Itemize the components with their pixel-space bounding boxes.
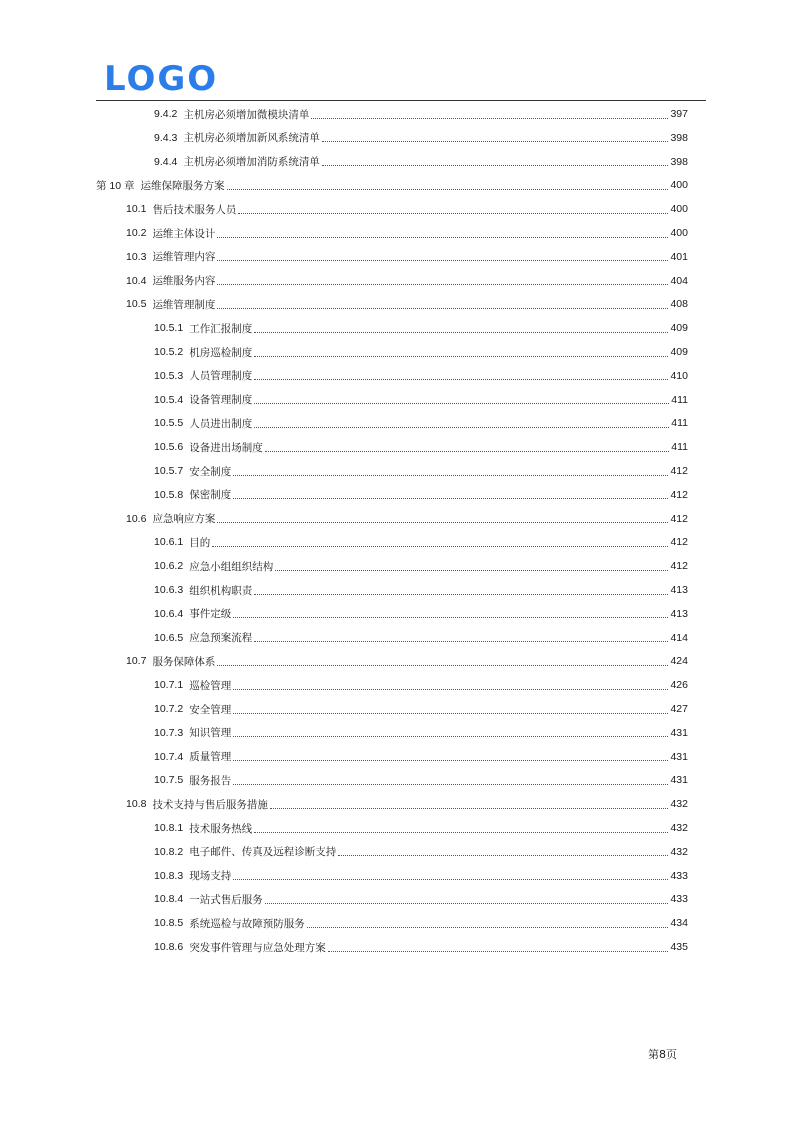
toc-entry-title: 运维服务内容 — [152, 275, 216, 288]
toc-entry-page: 404 — [670, 274, 688, 287]
toc-leader-dots — [254, 356, 668, 357]
toc-entry-title: 质量管理 — [189, 751, 232, 764]
logo: LOGO — [104, 59, 219, 99]
toc-entry-page: 412 — [670, 465, 688, 477]
toc-entry-title: 技术支持与售后服务措施 — [152, 798, 268, 811]
toc-entry-page: 400 — [670, 203, 688, 216]
toc-leader-dots — [233, 689, 668, 690]
toc-entry-title: 应急小组组织结构 — [189, 560, 274, 573]
toc-leader-dots — [227, 189, 669, 190]
toc-entry-page: 411 — [671, 441, 688, 454]
page-number: 第8页 — [648, 1048, 677, 1061]
toc-entry-title: 目的 — [189, 536, 211, 549]
toc-leader-dots — [217, 260, 668, 261]
toc-entry-title: 应急预案流程 — [189, 632, 253, 645]
toc-entry-number: 10.2 — [126, 227, 147, 239]
toc-entry-page: 424 — [670, 655, 688, 668]
toc-entry[interactable] — [154, 816, 688, 840]
toc-entry[interactable] — [154, 316, 688, 340]
toc-entry[interactable] — [126, 649, 688, 673]
toc-entry[interactable] — [154, 745, 688, 769]
toc-entry-title: 安全制度 — [189, 465, 232, 478]
toc-entry-number: 10.6.4 — [154, 607, 184, 620]
toc-leader-dots — [238, 213, 668, 214]
toc-entry-page: 409 — [670, 346, 688, 358]
toc-leader-dots — [254, 427, 669, 428]
toc-leader-dots — [233, 784, 668, 785]
toc-entry[interactable] — [154, 483, 688, 507]
toc-entry-number: 10.7 — [126, 655, 147, 668]
toc-leader-dots — [254, 594, 668, 595]
toc-entry-page: 398 — [670, 131, 688, 144]
toc-leader-dots — [265, 903, 669, 904]
toc-leader-dots — [233, 760, 668, 761]
toc-entry-title: 知识管理 — [189, 727, 232, 740]
toc-leader-dots — [217, 522, 668, 523]
toc-entry-page: 427 — [670, 703, 688, 715]
toc-entry-page: 398 — [670, 155, 688, 168]
toc-entry-page: 408 — [670, 298, 688, 311]
toc-entry-page: 412 — [670, 512, 688, 525]
toc-entry[interactable] — [126, 269, 688, 293]
toc-entry-number: 10.6.2 — [154, 560, 184, 573]
toc-entry[interactable] — [126, 292, 688, 316]
toc-entry-title: 人员管理制度 — [189, 370, 253, 383]
toc-entry-number: 10.7.2 — [154, 703, 184, 715]
toc-entry-page: 431 — [670, 774, 688, 787]
toc-entry-number: 10.4 — [126, 274, 147, 287]
toc-entry-page: 432 — [670, 798, 688, 811]
toc-entry-page: 413 — [670, 584, 688, 596]
toc-entry[interactable] — [126, 245, 688, 269]
toc-entry-number: 10.1 — [126, 203, 147, 216]
toc-entry-number: 10.8.4 — [154, 893, 184, 906]
toc-leader-dots — [275, 570, 668, 571]
toc-entry-number: 10.5.6 — [154, 441, 184, 454]
toc-entry-number: 10.7.3 — [154, 726, 184, 739]
toc-entry-title: 机房巡检制度 — [189, 346, 253, 359]
toc-leader-dots — [217, 284, 668, 285]
toc-entry-title: 应急响应方案 — [152, 513, 216, 526]
toc-entry-title: 主机房必须增加新风系统清单 — [183, 132, 320, 145]
toc-leader-dots — [328, 951, 669, 952]
toc-entry-title: 运维主体设计 — [152, 227, 216, 240]
toc-entry-title: 突发事件管理与应急处理方案 — [189, 941, 326, 954]
toc-entry[interactable] — [154, 602, 688, 626]
header-divider — [96, 100, 706, 101]
toc-leader-dots — [212, 546, 668, 547]
toc-entry-page: 397 — [670, 108, 688, 120]
toc-entry-title: 电子邮件、传真及远程诊断支持 — [189, 846, 337, 859]
toc-entry-number: 10.5.4 — [154, 393, 184, 406]
toc-entry-page: 431 — [670, 750, 688, 763]
toc-entry-page: 412 — [670, 536, 688, 549]
toc-entry-title: 人员进出制度 — [189, 417, 253, 430]
toc-leader-dots — [233, 617, 668, 618]
toc-leader-dots — [254, 332, 668, 333]
toc-entry-title: 安全管理 — [189, 703, 232, 716]
toc-leader-dots — [322, 165, 669, 166]
toc-entry-page: 433 — [670, 869, 688, 882]
toc-entry-title: 主机房必须增加微模块清单 — [183, 108, 310, 121]
toc-entry-title: 组织机构职责 — [189, 584, 253, 597]
toc-leader-dots — [233, 879, 668, 880]
toc-entry-title: 系统巡检与故障预防服务 — [189, 917, 305, 930]
toc-entry-page: 412 — [670, 560, 688, 573]
toc-entry-number: 10.5.1 — [154, 322, 184, 335]
toc-leader-dots — [217, 237, 668, 238]
toc-leader-dots — [254, 832, 668, 833]
toc-entry-number: 9.4.3 — [154, 131, 178, 144]
toc-entry-page: 433 — [670, 893, 688, 906]
toc-entry-title: 设备管理制度 — [189, 394, 253, 407]
toc-entry-page: 400 — [670, 179, 688, 192]
toc-entry[interactable] — [126, 792, 688, 816]
toc-entry-number: 10.3 — [126, 250, 147, 263]
toc-entry-page: 435 — [670, 941, 688, 953]
toc-leader-dots — [338, 855, 668, 856]
toc-entry-number: 10.5.2 — [154, 346, 184, 358]
toc-entry-title: 技术服务热线 — [189, 822, 253, 835]
toc-entry-number: 10.5.3 — [154, 369, 184, 382]
toc-entry-title: 服务保障体系 — [152, 655, 216, 668]
toc-entry[interactable] — [154, 435, 688, 459]
toc-entry[interactable] — [154, 578, 688, 602]
toc-entry-title: 事件定级 — [189, 608, 232, 621]
toc-entry[interactable] — [154, 887, 688, 911]
toc-entry[interactable] — [154, 554, 688, 578]
toc-entry-number: 10.8.3 — [154, 869, 184, 882]
toc-entry-number: 9.4.2 — [154, 108, 178, 120]
toc-entry-title: 服务报告 — [189, 774, 232, 787]
toc-leader-dots — [254, 379, 668, 380]
toc-entry[interactable] — [154, 150, 688, 174]
toc-entry[interactable] — [96, 173, 688, 197]
toc-entry-number: 10.6 — [126, 512, 147, 525]
toc-entry-number: 10.7.5 — [154, 774, 184, 787]
toc-leader-dots — [270, 808, 669, 809]
toc-leader-dots — [307, 927, 669, 928]
toc-leader-dots — [254, 641, 668, 642]
toc-entry[interactable] — [154, 411, 688, 435]
toc-entry-title: 售后技术服务人员 — [152, 203, 237, 216]
toc-entry-number: 10.8.6 — [154, 941, 184, 953]
toc-entry-page: 411 — [671, 393, 688, 406]
toc-leader-dots — [217, 308, 668, 309]
toc-entry-title: 运维管理内容 — [152, 251, 216, 264]
toc-entry[interactable] — [154, 697, 688, 721]
toc-entry-page: 409 — [670, 322, 688, 335]
toc-entry-page: 431 — [670, 726, 688, 739]
toc-entry-number: 10.5.8 — [154, 488, 184, 501]
toc-entry[interactable] — [126, 221, 688, 245]
toc-entry-title: 设备进出场制度 — [189, 441, 263, 454]
toc-entry[interactable] — [154, 102, 688, 126]
toc-entry-title: 主机房必须增加消防系统清单 — [183, 156, 320, 169]
toc-entry-page: 401 — [670, 250, 688, 263]
toc-entry-number: 10.8.1 — [154, 822, 184, 834]
toc-entry[interactable] — [154, 626, 688, 650]
toc-entry[interactable] — [154, 530, 688, 554]
toc-entry-number: 10.8 — [126, 798, 147, 811]
toc-entry[interactable] — [154, 935, 688, 959]
toc-leader-dots — [254, 403, 669, 404]
toc-entry-title: 工作汇报制度 — [189, 322, 253, 335]
toc-entry[interactable] — [154, 388, 688, 412]
toc-entry-page: 412 — [670, 488, 688, 501]
toc-entry-number: 10.6.3 — [154, 584, 184, 596]
toc-entry[interactable] — [154, 459, 688, 483]
toc-leader-dots — [233, 475, 668, 476]
toc-entry[interactable] — [126, 197, 688, 221]
toc-entry-number: 10.7.4 — [154, 750, 184, 763]
toc-entry-page: 410 — [670, 369, 688, 382]
toc-leader-dots — [322, 141, 669, 142]
toc-entry-number: 10.7.1 — [154, 679, 184, 692]
toc-entry-title: 保密制度 — [189, 489, 232, 502]
toc-entry[interactable] — [154, 721, 688, 745]
toc-leader-dots — [311, 118, 668, 119]
toc-entry[interactable] — [154, 340, 688, 364]
toc-entry-title: 一站式售后服务 — [189, 893, 263, 906]
toc-entry-number: 10.5.7 — [154, 465, 184, 477]
toc-entry-page: 411 — [671, 417, 688, 430]
toc-entry-number: 10.5.5 — [154, 417, 184, 430]
toc-entry-number: 10.6.5 — [154, 631, 184, 644]
toc-entry-number: 10.8.2 — [154, 845, 184, 858]
toc-leader-dots — [233, 736, 668, 737]
toc-entry-page: 414 — [670, 631, 688, 644]
toc-entry[interactable] — [126, 507, 688, 531]
toc-entry-page: 413 — [670, 607, 688, 620]
toc-leader-dots — [265, 451, 670, 452]
toc-entry-number: 10.6.1 — [154, 536, 184, 549]
toc-leader-dots — [233, 498, 668, 499]
toc-entry-title: 巡检管理 — [189, 679, 232, 692]
toc-entry-number: 10.8.5 — [154, 917, 184, 930]
toc-entry[interactable] — [154, 126, 688, 150]
toc-leader-dots — [217, 665, 668, 666]
toc-entry-page: 426 — [670, 679, 688, 692]
toc-entry-number: 10.5 — [126, 298, 147, 311]
toc-entry[interactable] — [154, 911, 688, 935]
toc-entry[interactable] — [154, 840, 688, 864]
toc-entry-page: 432 — [670, 845, 688, 858]
toc-entry-number: 9.4.4 — [154, 155, 178, 168]
toc-entry-page: 400 — [670, 227, 688, 239]
toc-entry[interactable] — [154, 768, 688, 792]
toc-entry-title: 运维保障服务方案 — [140, 179, 225, 192]
toc-entry-page: 434 — [670, 917, 688, 930]
toc-entry-title: 运维管理制度 — [152, 298, 216, 311]
toc-leader-dots — [233, 713, 668, 714]
toc-entry[interactable] — [154, 364, 688, 388]
toc-entry[interactable] — [154, 673, 688, 697]
toc-entry-number: 第 10 章 — [96, 179, 135, 192]
toc-entry-title: 现场支持 — [189, 870, 232, 883]
toc-entry[interactable] — [154, 864, 688, 888]
toc-entry-page: 432 — [670, 822, 688, 834]
